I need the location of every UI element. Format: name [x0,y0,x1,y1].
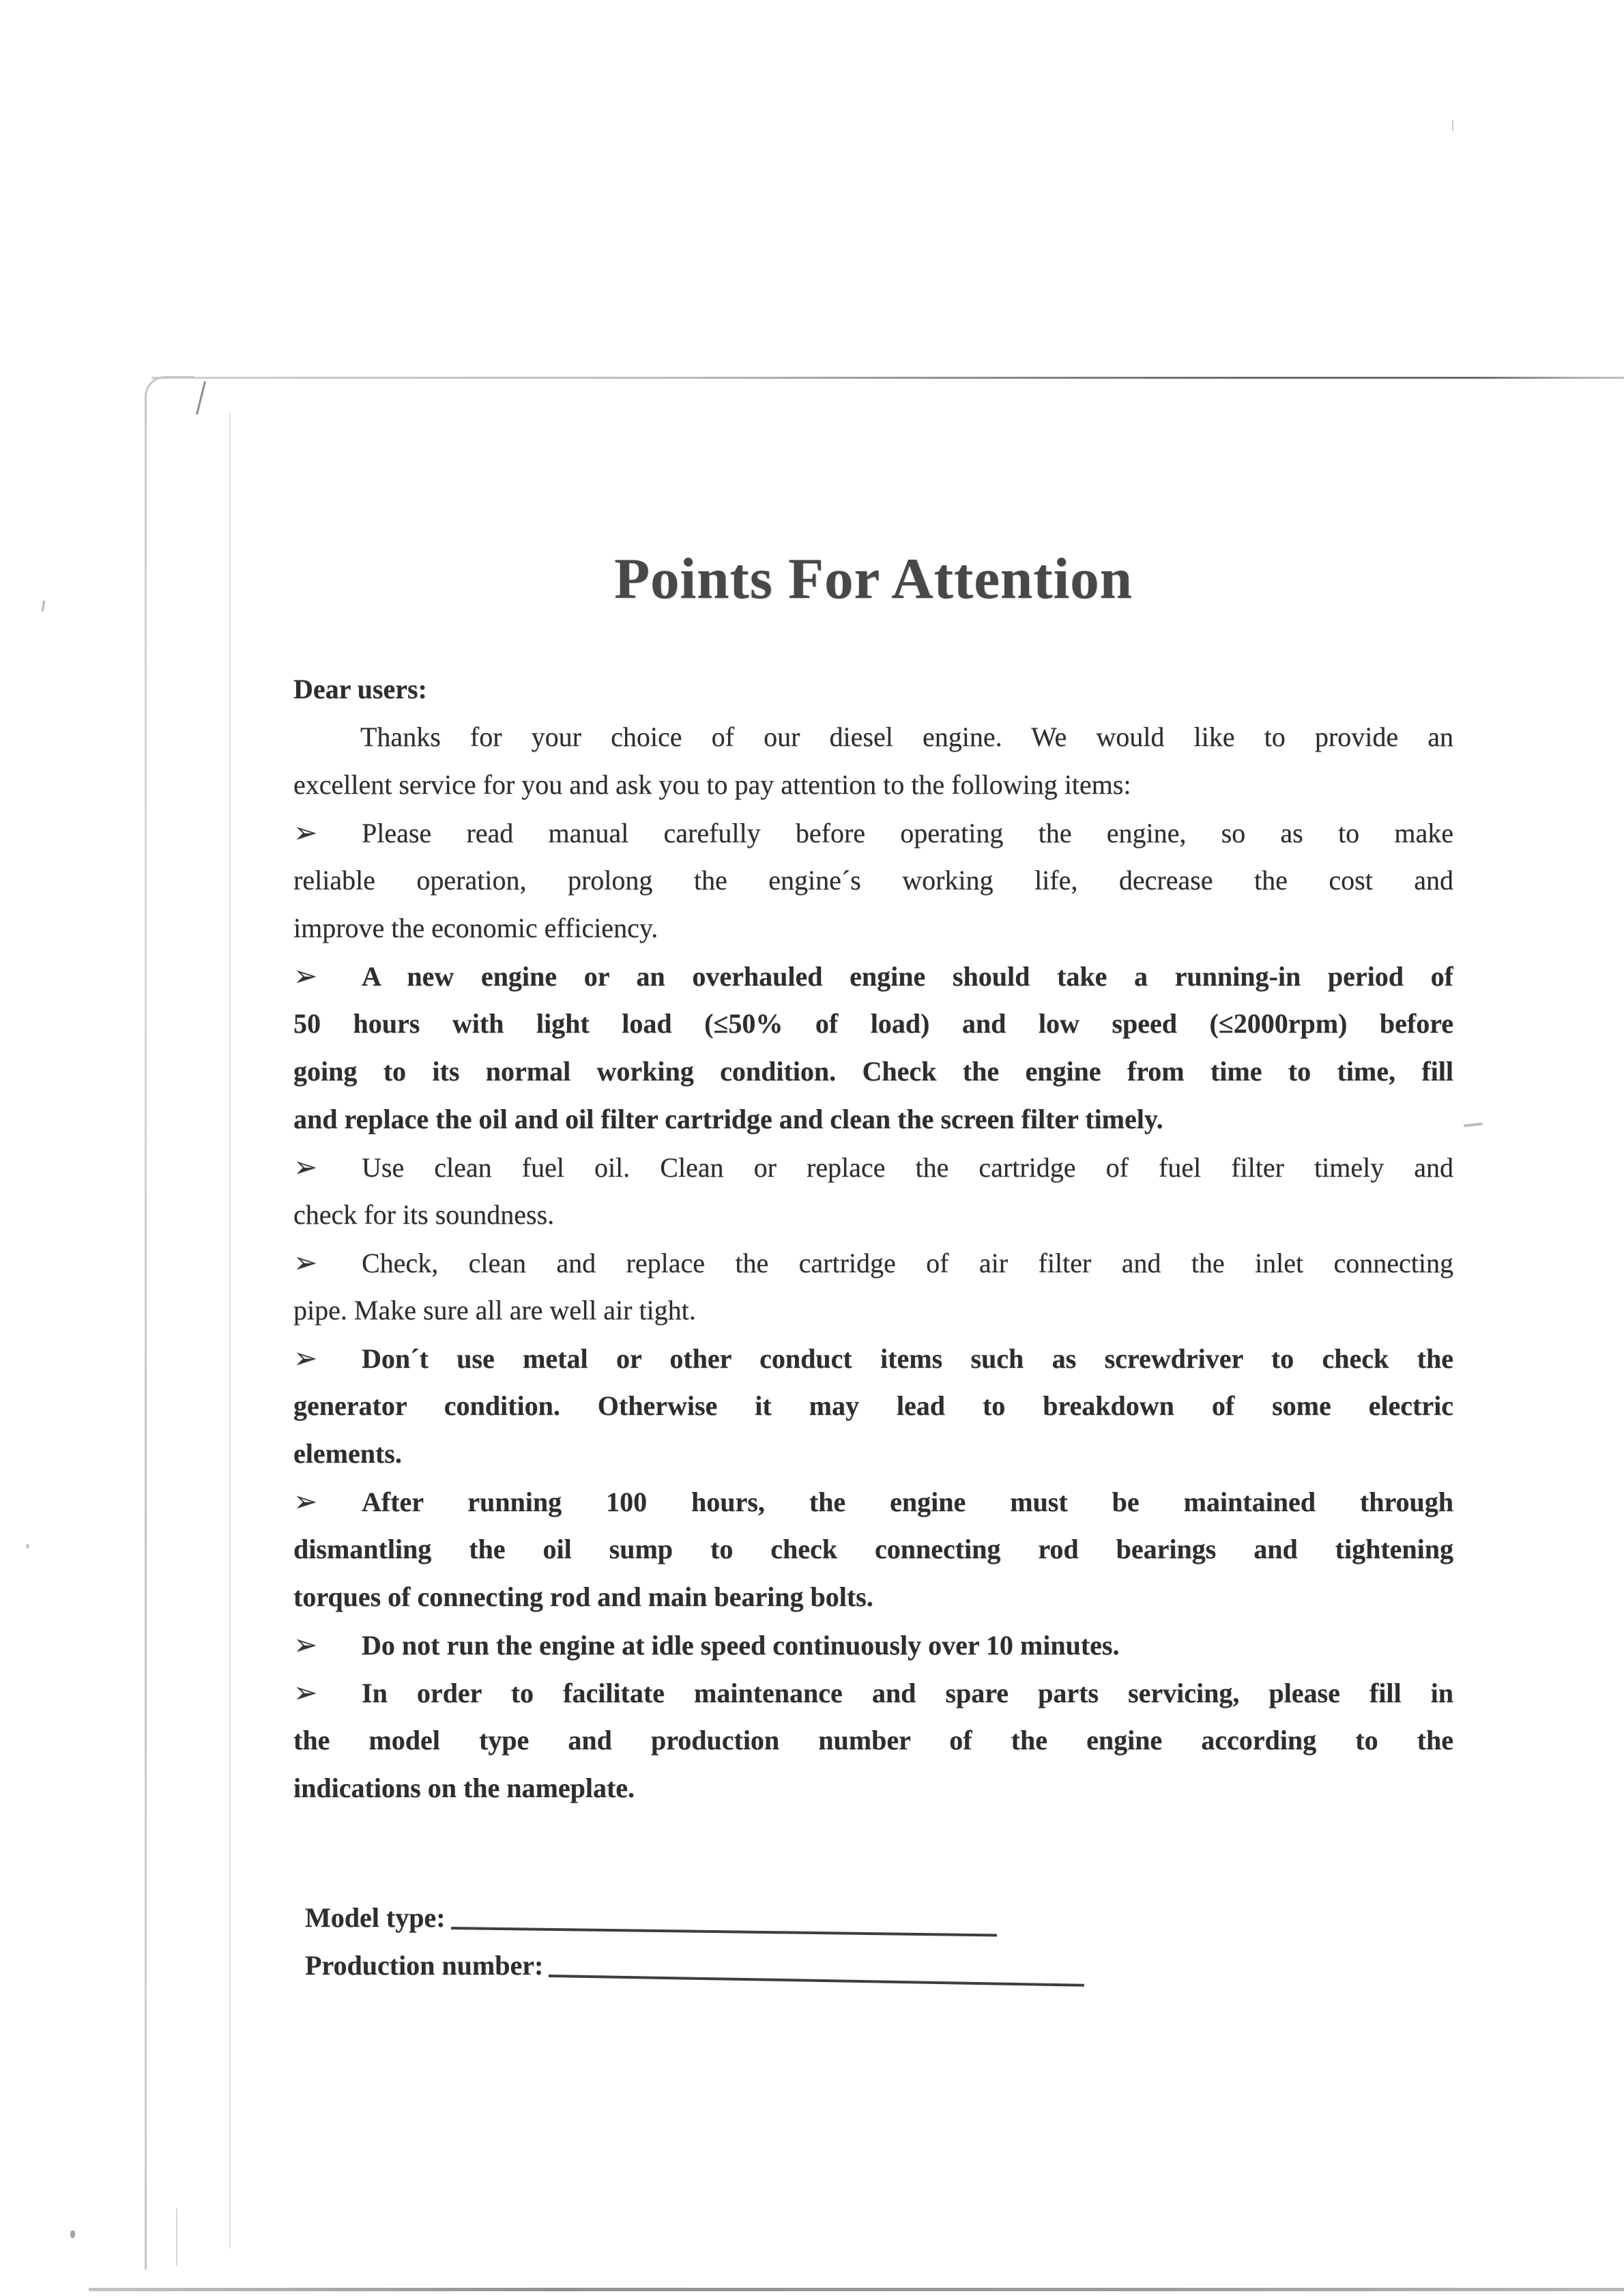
text-line: generator condition. Otherwise it may lead to breakdown of some electric [293,1390,1453,1421]
text-line: torques of connecting rod and main bearing bolts. [293,1581,873,1612]
page-title: Points For Attention [614,547,1133,611]
model-type-row [305,1894,1084,1942]
text-line: pipe. Make sure all are well air tight. [293,1295,696,1325]
model-type-blank-line [451,1906,997,1936]
bullet-item [293,1669,1453,1812]
text-line [293,1669,1453,1717]
page-corner [145,376,194,426]
production-number-blank-line [549,1954,1084,1987]
bullet-text: Check, clean and replace the cartridge of air filter and the inlet connecting [362,1248,1453,1278]
production-number-label: Production number: [305,1950,544,1981]
page-left-edge-line [145,420,147,2269]
page-top-edge-line [151,377,1624,379]
bullet-item [293,1621,1453,1669]
bullet-text: A new engine or an overhauled engine should take a running-in period of [362,961,1453,992]
bullet-text: Please read manual carefully before operating the engine, so as to make [362,818,1453,848]
text-line [293,1239,1453,1287]
text-line: elements. [293,1438,402,1469]
text-line [293,1334,1453,1382]
scan-speck [42,601,46,612]
arrow-bullet-icon: ➢ [293,1484,318,1518]
text-line [293,809,1453,857]
bullet-item [293,1478,1453,1621]
scan-speck [1452,120,1453,131]
text-line [293,1478,1453,1525]
arrow-bullet-icon: ➢ [293,816,318,849]
production-number-row [305,1942,1084,1990]
text-line: going to its normal working condition. Check the engine from time to time, fill [293,1056,1453,1087]
scan-tick-mark [196,381,206,414]
bullet-item [293,952,1453,1143]
salutation: Dear users: [293,674,427,704]
bullet-text: Don´t use metal or other conduct items such as screwdriver to check the [362,1343,1453,1374]
bullet-text: Do not run the engine at idle speed continuously over 10 minutes. [362,1630,1120,1661]
text-line [293,952,1453,1000]
text-line: dismantling the oil sump to check connecting rod bearings and tightening [293,1534,1453,1564]
arrow-bullet-icon: ➢ [293,959,318,992]
scan-speck [26,1544,29,1549]
text-line [293,1143,1453,1191]
text-line: indications on the nameplate. [293,1773,635,1803]
page-inner-edge-line [229,413,231,2249]
text-line: and replace the oil and oil filter cartridge and clean the screen filter timely. [293,1104,1163,1134]
scan-speck [1464,1123,1483,1128]
text-line: the model type and production number of the engine according to the [293,1725,1453,1755]
text-line [293,713,1453,761]
bullet-text: In order to facilitate maintenance and spare parts servicing, please fill in [362,1678,1453,1708]
page-bottom-edge-line [89,2288,1624,2291]
bullet-text: After running 100 hours, the engine must be maintained through [362,1487,1453,1517]
bullet-item [293,1239,1453,1334]
intro-paragraph [293,713,1453,809]
text-line [293,1621,1453,1669]
nameplate-form [305,1894,1084,1990]
bullet-item [293,809,1453,952]
bullet-item [293,1334,1453,1478]
text-line: 50 hours with light load (≤50% of load) and low speed (≤2000rpm) before [293,1008,1453,1039]
arrow-bullet-icon: ➢ [293,1341,318,1375]
scan-speck [70,2230,75,2238]
model-type-label: Model type: [305,1902,446,1933]
text-line: check for its soundness. [293,1199,555,1230]
arrow-bullet-icon: ➢ [293,1676,318,1709]
body-text [293,665,1453,1812]
arrow-bullet-icon: ➢ [293,1628,318,1661]
text-line: excellent service for you and ask you to pay attention to the following items: [293,769,1131,800]
arrow-bullet-icon: ➢ [293,1246,318,1279]
page-left-edge-fragment [176,2208,177,2266]
arrow-bullet-icon: ➢ [293,1150,318,1183]
text-line: reliable operation, prolong the engine´s working life, decrease the cost and [293,865,1453,895]
bullet-item [293,1143,1453,1239]
bullet-text: Use clean fuel oil. Clean or replace the cartridge of fuel filter timely and [362,1152,1453,1183]
intro-text: Thanks for your choice of our diesel engine. We would like to provide an [360,721,1453,752]
text-line: improve the economic efficiency. [293,913,658,943]
